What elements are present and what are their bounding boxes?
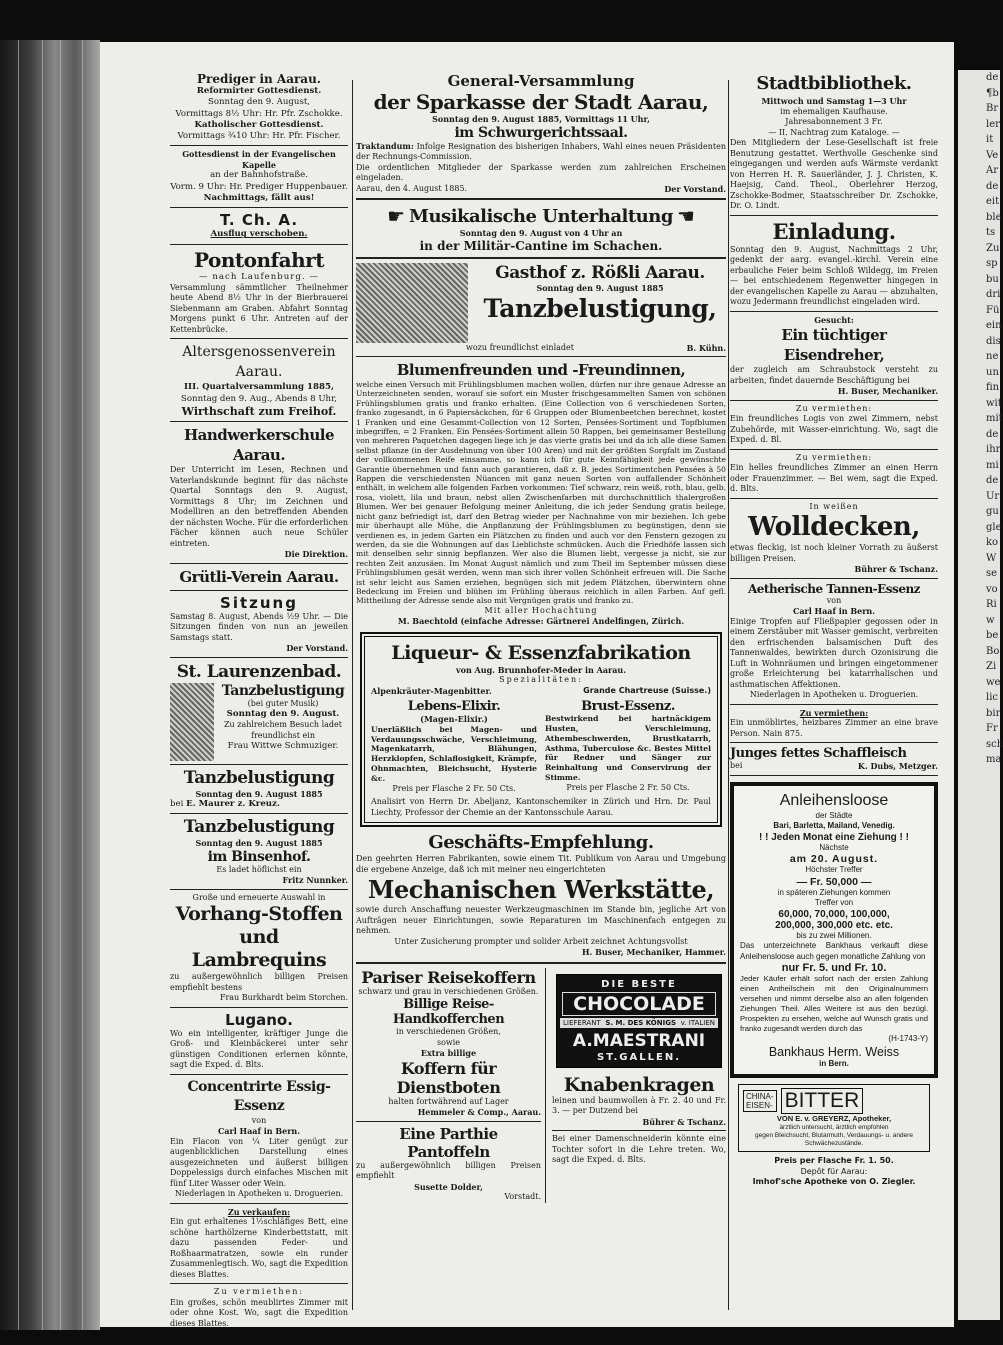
ad-text: sowie durch Anschaffung neuester Werkzeugmaschinen im Stande bin, jegliche Art von Aufträgen neuer Einrichtungen, sowie Reparaturen im Maschinenfach entgegen zu nehmen. — [356, 905, 726, 936]
ad-text: Die ordentlichen Mitglieder der Sparkasse werden zum zahlreichen Erscheinen eingeladen. — [356, 162, 726, 182]
ad-signature: Susette Dolder, — [414, 1181, 483, 1192]
ad-subtitle: Ausflug verschoben. — [210, 229, 308, 240]
adjacent-page-fragment: se — [986, 568, 998, 579]
ad-title: BITTER — [781, 1088, 864, 1114]
ad-text: EISEN- — [746, 1101, 773, 1110]
ad-title: Lebens-Elixir. — [407, 699, 501, 715]
ad-subtitle: Zu verkaufen: — [227, 1206, 291, 1217]
adjacent-page-fragment: Zi — [986, 661, 997, 672]
ad-title: Tanzbelustigung — [221, 682, 345, 699]
ad-text: Niederlagen in Apotheken u. Droguerien. — [174, 1189, 344, 1199]
adjacent-page-fragment: be — [986, 630, 999, 641]
ad-title: Tanzbelustigung — [183, 767, 335, 788]
ad-signature: Die Direktion. — [284, 549, 348, 560]
ad-text: S. M. DES KÖNIGS — [605, 1018, 677, 1027]
adjacent-page-fragment: ne — [986, 351, 999, 362]
adjacent-page-fragment: de — [986, 180, 999, 192]
ad-subtitle: Katholischer Gottesdienst. — [194, 119, 324, 130]
adjacent-page-fragment: gu — [986, 506, 999, 517]
ad-text: Versammlung sämmtlicher Theilnehmer heute Abend 8½ Uhr in der Bierbrauerei Siebenmann am Graben. Abfahrt Sonntag Morgens punkt 6 Uhr. Antreten auf der Kettenbrücke. — [170, 282, 348, 334]
adjacent-page-fragment: ma — [986, 754, 1002, 765]
ad-text: — Fr. 50,000 — — [796, 875, 872, 888]
ad-text: CHINA- — [746, 1092, 774, 1101]
ad-text: Sonntag den 9. August. — [226, 709, 340, 720]
ad-signature: H. Buser, Mechaniker, Hammer. — [581, 947, 726, 958]
ad-text: Mit aller Hochachtung — [484, 605, 598, 615]
ad-text: Sonntag den 9. August 1885 — [195, 838, 323, 849]
ad-title: Aetherische Tannen-Essenz — [747, 581, 920, 596]
ad-subtitle: Spezialitäten: — [499, 675, 583, 685]
ad-text: Preis per Flasche 2 Fr. 50 Cts. — [566, 782, 690, 792]
ad-title: Wolldecken, — [748, 512, 920, 542]
ad-text: E. Maurer z. Kreuz. — [186, 799, 280, 810]
ad-title: Stadtbibliothek. — [756, 73, 912, 94]
ad-text: Es ladet höflichst ein — [216, 864, 302, 874]
ad-text: Sonntag den 9. August von 4 Uhr an — [459, 228, 623, 238]
ad-title: Grütli-Verein Aarau. — [179, 567, 339, 586]
column-left — [170, 72, 348, 1329]
adjacent-page-fragment: ko — [986, 537, 999, 548]
ad-text: (H-1743-Y) — [888, 1034, 928, 1043]
ad-signature: Bührer & Tschanz. — [642, 1116, 726, 1127]
ad-text: Infolge Resignation des bisherigen Inhabers, Wahl eines neuen Präsidenten der Rechnungs-Commission. — [356, 141, 726, 161]
ad-text: Unter Zusicherung prompter und solider Arbeit zeichnet Achtungsvollst — [394, 936, 688, 946]
ad-text: ärztlich untersucht, ärztlich empfohlen — [779, 1124, 889, 1131]
ad-title: Eine Parthie Pantoffeln — [399, 1124, 498, 1161]
chocolate-ad — [556, 974, 722, 1068]
adjacent-page-fragment: ble — [986, 211, 1002, 223]
ad-signature: Bührer & Tschanz. — [854, 564, 938, 574]
ad-text: Sonntag den 9. August 1885 — [195, 788, 323, 799]
ad-text: 200,000, 300,000 etc. etc. — [775, 919, 893, 931]
ad-title: General-Versammlung — [447, 72, 635, 90]
adjacent-page-fragment: ts — [986, 227, 996, 238]
ad-signature: K. Dubs, Metzger. — [857, 761, 938, 771]
ad-text: Nachmittags, fällt aus! — [203, 193, 315, 204]
ad-text: Vormittags 8½ Uhr: Hr. Pfr. Zschokke. — [175, 108, 343, 119]
adjacent-page-fragment: ler — [986, 118, 1000, 130]
adjacent-page-fragment: un — [986, 366, 999, 378]
ad-text: Den Mitgliedern der Lese-Gesellschaft ist freie Benutzung gestattet. Werthvolle Geschenke sind eingegangen und werden aufs Wärmste verdankt von Herren H. R. Sauerländer, J. J. Christen, K. Haejsig, Cand. Theol., Oberlehrer Herzog, Zschokke-Bodmer, Staatsschreiber Dr. Zschokke, Dr. O. Lindt. — [730, 138, 938, 210]
ad-title: A.MAESTRANI — [572, 1030, 706, 1051]
ad-text: Sonntag den 9. August, Nachmittags 2 Uhr, gedenkt der aarg. evangel.-kirchl. Verein eine erbauliche Feier beim Schloß Wildegg, im Freien — bei entschiedenem Regenwetter hingegen in der evangelischen Kapelle zu Aarau — abzuhalten, wozu Jedermann freundlichst eingeladen wird. — [730, 244, 938, 306]
adjacent-page-fragment: ihr — [986, 444, 1001, 455]
ad-text: VON E. v. GREYERZ, Apotheker, — [776, 1114, 892, 1123]
ad-text: Mittwoch und Samstag 1—3 Uhr — [761, 96, 907, 106]
ad-text: Wo ein intelligenter, kräftiger Junge die Groß- und Kleinbäckerei unter sehr günstigen Conditionen erlernen könnte, sagt die Exped. d. Blts. — [170, 1028, 348, 1070]
adjacent-page-fragment: dri — [986, 289, 1001, 300]
ad-text: Zu zahlreichem Besuch ladet freundlichst ein — [223, 720, 342, 740]
ad-text: Extra billige — [420, 1048, 477, 1059]
ad-text: in der Militär-Cantine im Schachen. — [419, 238, 663, 253]
adjacent-page-fragment: it — [986, 134, 994, 145]
adjacent-page-fragment: Ve — [986, 149, 999, 161]
ad-title: Blumenfreunden und -Freundinnen, — [396, 361, 686, 379]
adjacent-page-fragment: Fü — [986, 304, 1000, 316]
ad-text: ! ! Jeden Monat eine Ziehung ! ! — [759, 831, 909, 843]
ad-subtitle: Gesucht: — [814, 314, 854, 325]
ad-signature: Fritz Nunnker. — [282, 875, 348, 886]
ad-text: Das unterzeichnete Bankhaus verkauft diese Anleihensloose auch gegen monatliche Zahlung von — [740, 941, 928, 961]
adjacent-page-fragment: gle — [986, 521, 1002, 533]
ad-text: Imhof'sche Apotheke von O. Ziegler. — [752, 1177, 916, 1186]
ad-title: Handwerkerschule Aarau. — [183, 426, 335, 465]
ad-text: Ein unmöblirtes, heizbares Zimmer an eine brave Person. Nain 875. — [730, 718, 938, 738]
ad-subtitle: Zu vermiethen: — [795, 452, 873, 462]
ad-text: Bestwirkend bei hartnäckigem Husten, Verschleimung, Athembeschwerden, Brustkatarrh, Asthma, Tuberculose &c. Bestes Mittel für Redner und Sänger zur Reinhaltung und Conservirung der Stimme. — [545, 714, 711, 783]
adjacent-page-fragment: Br — [986, 103, 999, 114]
ad-title: Tanzbelustigung, — [483, 294, 717, 323]
adjacent-page-fragment: mit — [986, 413, 1003, 424]
ad-text: Ein freundliches Logis von zwei Zimmern, nebst Zubehörde, mit Wasser-einrichtung. Wo, sagt die Exped. d. Bl. — [730, 414, 938, 444]
ad-text: im ehemaligen Kaufhause. — [780, 106, 888, 116]
ad-text: Ein großes, schön meublirtes Zimmer mit oder ohne Kost. Wo, sagt die Expedition dieses Blattes. — [170, 1297, 348, 1328]
ad-title: Gasthof z. Rößli Aarau. — [495, 262, 705, 283]
ad-title: St. Laurenzenbad. — [176, 661, 342, 682]
ad-title: Junges fettes Schaffleisch — [730, 746, 907, 761]
ad-text: In weißen — [809, 501, 859, 511]
dancers-illustration — [356, 263, 468, 343]
ad-signature: B. Kühn. — [686, 342, 726, 353]
ad-text: Sonntag den 9. August 1885 — [536, 282, 664, 293]
ad-subtitle: Zu vermiethen: — [795, 403, 873, 413]
adjacent-page-edge — [958, 70, 1003, 1320]
ad-signature: H. Buser, Mechaniker. — [837, 386, 938, 396]
ad-text: Ein gut erhaltenes 1½schläfiges Bett, eine schöne harthölzerne Kinderbettstatt, mit dazu passenden Feder- und Roßhaarmatratzen, sowie ein runder Zusammenlegtisch. Wo, sagt die Expedition dieses Blattes. — [170, 1217, 348, 1279]
adjacent-page-fragment: sch — [986, 738, 1003, 750]
ad-text: Ein helles freundliches Zimmer an einen Herrn oder Frauenzimmer. — Bei wem, sagt die Exped. d. Blts. — [730, 463, 938, 493]
ad-title: Vorhang-Stoffen — [175, 903, 343, 926]
ad-title: Tanzbelustigung — [183, 817, 335, 838]
dancing-couple-illustration — [170, 683, 214, 761]
ad-signature: Vorstadt. — [504, 1192, 541, 1202]
ad-text: Große und erneuerte Auswahl in — [192, 892, 326, 902]
ad-text: in späteren Ziehungen kommen — [777, 887, 891, 897]
ad-text: von — [826, 595, 842, 605]
ad-title: Lugano. — [225, 1010, 293, 1029]
ad-text: ST.GALLEN. — [597, 1051, 681, 1063]
adjacent-page-fragment: de — [986, 475, 999, 486]
ad-text: gegen Bleichsucht, Blutarmuth, Verdauungs- u. andere Schwächezustände. — [755, 1132, 913, 1147]
pointing-hand-icon: ☚ — [676, 204, 695, 228]
adjacent-page-fragment: W — [986, 552, 997, 564]
ad-title: CHOCOLADE — [562, 992, 716, 1016]
adjacent-page-fragment: vo — [986, 583, 998, 595]
ad-text: in Bern. — [819, 1058, 849, 1068]
ad-title: Pariser Reisekoffern — [361, 967, 536, 987]
ad-signature: Der Vorstand. — [664, 183, 726, 194]
newspaper-page — [100, 42, 954, 1327]
ad-subtitle: — nach Laufenburg. — — [199, 271, 319, 282]
ad-text: am 20. August. — [789, 853, 879, 865]
ad-text: Vormittags ¾10 Uhr: Hr. Pfr. Fischer. — [177, 131, 341, 142]
adjacent-page-fragment: we — [986, 676, 1001, 688]
ad-text: Ein Flacon von ¼ Liter genügt zur augenblicklichen Darstellung eines ausgezeichneten und äußerst billigen Doppelessigs durch einfaches Mischen mit fünf Liter Wasser oder Wein. — [170, 1136, 348, 1188]
ad-text: nur Fr. 5. und Fr. 10. — [781, 962, 887, 974]
ad-title: Koffern für Dienstboten — [396, 1058, 501, 1097]
ad-text: Sonntag den 9. August, — [207, 97, 311, 108]
ad-text: Nächste — [819, 842, 849, 852]
adjacent-page-fragment: w — [986, 614, 995, 626]
ad-text: sowie — [436, 1037, 461, 1047]
ad-text: zu außergewöhnlich billigen Preisen empfiehlt — [356, 1160, 541, 1181]
ad-text: 60,000, 70,000, 100,000, — [778, 908, 890, 920]
ad-text: wozu freundlichst einladet — [466, 342, 574, 352]
ad-title: Billige Reise-Handkofferchen — [392, 997, 505, 1028]
ad-text: welche einen Versuch mit Frühlingsblumen machen wollen, dürfen nur ihre genaue Adresse an Unterzeichneten senden, worauf sie sofort ein Muster frischgesammelten Samen von schönen Frühlingsblumen gratis und franko erhalten. (Eine Collection von 6 verschiedenen Sorten, franko zugesandt, in 6 Papiersäckchen, für 6 Gruppen oder Blumenbeetchen berechnet, kostet 1 Franken und eine Gesammt-Collection von 12 Sorten, Pensées-Sortiment und Topfblumen inbegriffen, = 2 Franken. Ein Pensées-Sortiment allein 50 Rappen, bei gemeinsamer Bestellung von mehreren Paquetchen dagegen liege ich je das vierte gratis bei und da ich alle diese Samen selbst pflanze (in der Ausdehnung von über 100 Aren) und mit der größten Sorgfalt im Zustand der vollkommenen Reife einsamme, so kann ich für gute Keimfähigkeit jede gewünschte Garantie übernehmen und fann auch garantieren, daß z. B. jedes Sortimentchen Pensées à 50 Rappen die verschiedensten Nüancen mit ganz neuen Sorten von auffallender Schönheit enthält, in welchem alle folgenden Farben vorkommen: Tief schwarz, rein weiß, roth, blau, gelb, rosa, violett, lila und braun, nebst allen Zwischenfarben mit durchschnittlich thalergroßen Blumen. Wer bei genauer Befolgung meiner Anleitung, die ich jeder Sendung gratis beilege, nicht ganz befriedigt ist, darf den Betrag wieder per Nachnahme von mir beziehen. Ich gebe mir überhaupt alle Mühe, die Anpflanzung der Frühlingsblumen zu begünstigen, denn sie verdienen es, in jedem Garten ein Plätzchen zu finden und auch vor den Fenstern gezogen zu werden, da sie die Wohnungen auf das Lieblichste schmücken. Auch die Friedhöfe lassen sich mit denselben sehr sinnig bepflanzen. Wer also die Blumen liebt, vergesse ja nicht, sie zur rechten Zeit anzusäen. Im Monat August nämlich und zum Theil im September müssen diese Frühlingsblumen gesät werden, wenn man sich ihrer vollen Schönheit erfreuen will. Die Sache ist sehr leicht aus Samen erziehen, begnügen sich mit jedem Plätzchen, überwintern ohne Bedeckung im Freien und blühen im Frühling überaus reichlich in allen Farben. Auf gefl. Mittheilung der Adresse sende also mit Vergnügen gratis und franko zu. — [356, 380, 726, 606]
ad-title: und Lambrequins — [191, 926, 327, 972]
ad-text: Alpenkräuter-Magenbitter. — [371, 685, 492, 696]
bitter-ad — [738, 1084, 930, 1152]
ad-text: bis zu zwei Millionen. — [796, 930, 872, 940]
adjacent-page-fragment: Zu — [986, 242, 1000, 254]
ad-text: bei — [170, 799, 184, 810]
adjacent-page-fragment: Fr — [986, 723, 998, 734]
adjacent-page-fragment: Ar — [986, 165, 999, 176]
liqueur-ad-box — [360, 632, 722, 827]
ad-subtitle: Zu vermiethen: — [799, 707, 869, 718]
ad-text: Samstag 8. August, Abends ½9 Uhr. — Die Sitzungen finden von nun an jeweilen Samstags statt. — [170, 611, 348, 642]
ad-text: an der Bahnhofstraße. — [210, 170, 308, 181]
ad-title: Einladung. — [772, 218, 896, 244]
ad-text: Einige Tropfen auf Fließpapier gegossen oder in einem Zerstäuber mit Wasser gemischt, verbreiten den erfrischenden balsamischen Duft des Tannenwaldes, bewirkten durch Ozonisirung die Luft in Wohnräumen und bringen eingetommener große Erleichterung bei katarrhalischen und asthmatischen Affektionen. — [730, 616, 938, 689]
ad-signature: Frau Burkhardt beim Storchen. — [219, 993, 348, 1003]
ad-text: Höchster Treffer — [805, 865, 863, 874]
ad-title: Knabenkragen — [563, 1073, 715, 1096]
ad-title: T. Ch. A. — [219, 211, 299, 230]
ad-title: Musikalische Unterhaltung — [409, 205, 673, 227]
adjacent-page-fragment: eit — [986, 196, 1000, 207]
ad-text: Preis per Flasche Fr. 1. 50. — [774, 1156, 894, 1165]
ad-text: v. ITALIEN — [680, 1018, 715, 1027]
ad-subtitle: Reformirter Gottesdienst. — [196, 86, 322, 96]
ad-text: Sonntag den 9. Aug., Abends 8 Uhr, — [180, 393, 337, 404]
ad-title: im Schwurgerichtssaal. — [454, 124, 628, 141]
ad-title: im Binsenhof. — [207, 848, 311, 865]
adjacent-page-fragment: wit — [986, 397, 1002, 409]
ad-text: Den geehrten Herren Fabrikanten, sowie einem Tit. Publikum von Aarau und Umgebung die ergebene Anzeige, daß ich mit meiner neu eingerichteten — [356, 854, 726, 874]
ad-subtitle: Zu vermiethen: — [213, 1287, 305, 1297]
adjacent-page-fragment: mi — [986, 459, 999, 471]
ad-text: halten fortwährend auf Lager — [388, 1096, 509, 1106]
ad-text: Niederlagen in Apotheken u. Droguerien. — [749, 690, 919, 699]
ad-text: Aarau, den 4. August 1885. — [356, 183, 468, 193]
ad-text: Bei einer Damenschneiderin könnte eine Tochter sofort in die Lehre treten. Wo, sagt die Exped. d. Blts. — [552, 1134, 726, 1165]
ad-title: Bankhaus Herm. Weiss — [768, 1044, 900, 1059]
ad-text: Grande Chartreuse (Suisse.) — [583, 685, 711, 695]
adjacent-page-fragment: sp — [986, 258, 998, 269]
ad-text: der zugleich am Schraubstock versteht zu arbeiten, findet dauernde Beschäftigung bei — [730, 365, 938, 385]
ad-title: Prediger in Aarau. — [196, 72, 321, 86]
column-rule — [728, 80, 729, 1310]
ad-text: Der Unterricht im Lesen, Rechnen und Vaterlandskunde beginnt für das nächste Quartal Sonntags den 9. August, Vormittags 8 Uhr; im Zeichnen und Modelliren an den betreffenden Abenden der nächsten Woche. Für die erforderlichen Fächer können auch neue Schüler eintreten. — [170, 465, 348, 548]
ad-text: Bari, Barletta, Mailand, Venedig. — [773, 821, 895, 830]
ad-text: leinen und baumwollen à Fr. 2. 40 und Fr. 3. — per Dutzend bei — [552, 1095, 726, 1116]
ad-text: LIEFERANT — [563, 1018, 601, 1027]
adjacent-page-fragment: de — [986, 72, 999, 83]
ad-text: Wirthschaft zum Freihof. — [181, 405, 337, 419]
ad-title: Brust-Essenz. — [581, 699, 675, 715]
ad-title: Altersgenossenverein Aarau. — [182, 344, 336, 381]
ad-title: Liqueur- & Essenzfabrikation — [391, 641, 691, 664]
column-rule — [352, 80, 353, 1310]
ad-text: III. Quartalversammlung 1885, — [184, 382, 334, 393]
ad-title: Geschäfts-Empfehlung. — [428, 832, 654, 854]
ad-text: DIE BESTE — [601, 978, 677, 990]
ad-title: Ein tüchtiger Eisendreher, — [781, 326, 887, 364]
ad-text: der Städte — [815, 810, 853, 820]
ad-title: Pontonfahrt — [194, 247, 324, 272]
ad-text: Unerläßlich bei Magen- und Verdauungsschwäche, Verschleimung, Magenkatarrh, Blähungen, Herzklopfen, Schlaflosigkeit, Krämpfe, Ohnmachten, Bleichsucht, Hysterie &c. — [371, 724, 537, 783]
ad-text: von — [251, 1115, 267, 1125]
pointing-hand-icon: ☛ — [387, 204, 406, 228]
column-right — [730, 72, 938, 1188]
ad-text: Analisirt von Herrn Dr. Abeljanz, Kantonschemiker in Zürich und Hrn. Dr. Paul Liechty, Professor der Chemie an der Kantonsschule Aarau. — [371, 797, 711, 817]
adjacent-page-fragment: lic — [986, 692, 998, 703]
ad-signature: M. Baechtold (einfache Adresse: Gärtnerei Andelfingen, Zürich. — [397, 616, 685, 627]
adjacent-page-fragment: Bo — [986, 645, 1000, 657]
adjacent-page-fragment: ¶b — [986, 87, 999, 99]
adjacent-page-fragment: bir — [986, 707, 1001, 719]
ad-text: zu außergewöhnlich billigen Preisen empfiehlt bestens — [170, 972, 348, 992]
book-binding — [0, 40, 100, 1330]
ad-text: etwas fleckig, ist noch kleiner Vorrath zu äußerst billigen Preisen. — [730, 543, 938, 563]
adjacent-page-fragment: Ri — [986, 599, 997, 610]
ad-text: bei — [730, 761, 743, 770]
ad-title: Sitzung — [220, 593, 298, 612]
ad-text: Carl Haaf in Bern. — [792, 606, 876, 616]
ad-text: Preis per Flasche 2 Fr. 50 Cts. — [392, 783, 516, 793]
ad-title: der Sparkasse der Stadt Aarau, — [373, 90, 709, 114]
adjacent-page-fragment: de — [986, 428, 999, 440]
ad-signature: Frau Wittwe Schmuziger. — [227, 741, 339, 752]
ad-text: Sonntag den 9. August 1885, Vormittags 11 Uhr, — [432, 114, 650, 124]
ad-signature: Der Vorstand. — [286, 643, 348, 654]
lottery-ad-box — [730, 782, 938, 1079]
ad-signature: Hemmeler & Comp., Aarau. — [417, 1107, 541, 1118]
column-middle — [356, 72, 726, 1203]
adjacent-page-fragment: fin — [986, 382, 1000, 393]
ad-title: Anleihensloose — [779, 791, 889, 809]
adjacent-page-fragment: bu — [986, 273, 999, 285]
ad-text: in verschiedenen Größen, — [396, 1027, 501, 1037]
ad-title: Mechanischen Werkstätte, — [367, 875, 715, 905]
ad-text: (bei guter Musik) — [247, 698, 319, 708]
ad-text: Depôt für Aarau: — [800, 1166, 868, 1176]
ad-text: (Magen-Elixir.) — [420, 714, 488, 725]
ad-text: Carl Haaf in Bern. — [217, 1126, 301, 1137]
ad-text: Jahresabonnement 3 Fr. — [785, 117, 883, 126]
ad-text: Jeder Käufer erhält sofort nach der ersten Zahlung einen Antheilschein mit den Originalnummern versehen und nimmt derselbe also an allen folgenden Ziehungen Theil. Alles Weitere ist aus den bezügl. Prospekten zu ersehen, welche auf Wunsch gratis und franko zugesandt werden durch das — [740, 974, 928, 1033]
ad-text: Vorm. 9 Uhr: Hr. Prediger Huppenbauer. — [170, 181, 348, 192]
ad-text: Treffer von — [814, 898, 854, 907]
adjacent-page-fragment: Ur — [986, 490, 1000, 502]
ad-text: — II. Nachtrag zum Kataloge. — — [768, 127, 900, 137]
ad-text: von Aug. Brunnhofer-Meder in Aarau. — [455, 664, 627, 675]
ad-text: schwarz und grau in verschiedenen Größen. — [358, 986, 539, 996]
ad-title: Concentrirte Essig-Essenz — [187, 1078, 331, 1114]
ad-label: Traktandum: — [356, 140, 414, 151]
adjacent-page-fragment: ein — [986, 320, 1002, 331]
adjacent-page-fragment: dis — [986, 335, 1001, 347]
ad-subtitle: Gottesdienst in der Evangelischen Kapelle — [182, 149, 336, 170]
